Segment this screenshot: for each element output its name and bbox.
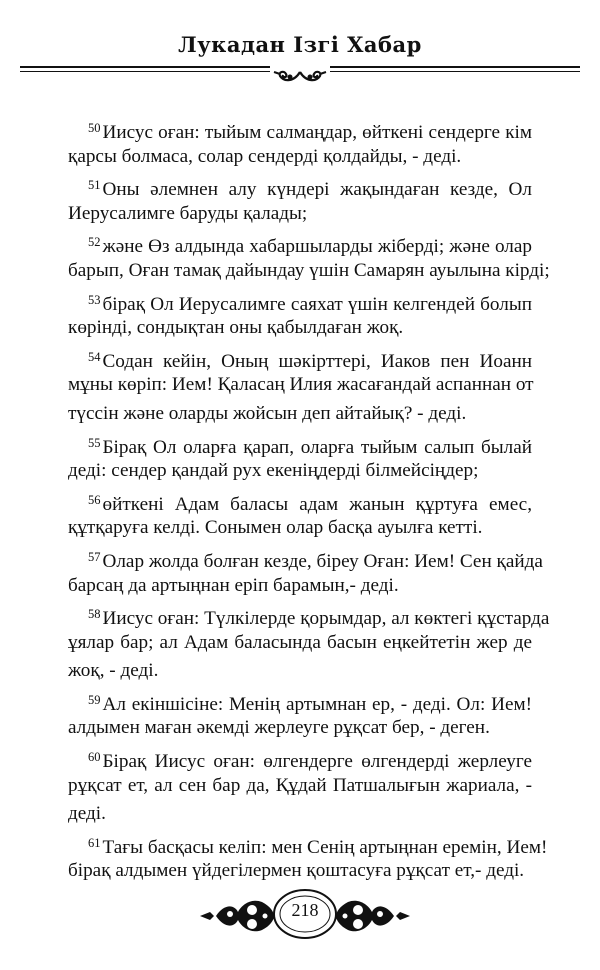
verse-number: 58 — [88, 607, 101, 622]
verse-line-text: қарсы болмаса, солар сендерді қолдайды, - деді. — [68, 145, 462, 167]
verse-number: 55 — [88, 435, 101, 450]
verse-line-text: өйткені Адам баласы адам жанын құртуға емес, — [102, 493, 532, 515]
verse-line-text: ұялар бар; ал Адам баласында басын еңкейтетін жер де — [68, 631, 532, 653]
verse-line — [68, 714, 532, 743]
verse-line-text: рұқсат ет, ал сен бар да, Құдай Патшалығын жариала, - — [68, 774, 532, 796]
verse-number: 56 — [88, 492, 101, 507]
verse-number: 51 — [88, 178, 101, 193]
verse-line — [68, 314, 532, 343]
verse-line-text: бірақ Ол Иерусалимге саяхат үшін келгендей болып — [102, 293, 532, 315]
verse-number: 60 — [88, 750, 101, 765]
verse-line-text: Иерусалимге баруды қалады; — [68, 202, 308, 224]
verse-line — [68, 114, 532, 143]
verse-line-text: көрінді, сондықтан оны қабылдаған жоқ. — [68, 317, 404, 339]
verse-line — [68, 228, 532, 257]
verse-number: 57 — [88, 549, 101, 564]
verse-line-text: Олар жолда болған кезде, біреу Оған: Ием! Сен қайда — [102, 550, 543, 572]
verse-line — [68, 572, 532, 601]
verse-line — [68, 343, 532, 372]
verse-line — [68, 143, 532, 172]
verse-line — [68, 400, 532, 429]
verse-line — [68, 514, 532, 543]
page-footer-ornament — [190, 878, 420, 948]
verse-line-text: Бірақ Иисус оған: өлгендерге өлгендерді жерлеуге — [102, 751, 532, 773]
verse-line-text: Оны әлемнен алу күндері жақындаған кезде, Ол — [102, 179, 532, 201]
header-ornament-icon — [270, 66, 330, 84]
verse-line-text: барсаң да артыңнан еріп барамын,- деді. — [68, 574, 399, 596]
verse-line-text: Содан кейін, Оның шәкірттері, Иаков пен Иоанн — [102, 350, 532, 372]
verse-line — [68, 800, 532, 829]
verse-number: 53 — [88, 292, 101, 307]
verse-line-text: бірақ алдымен үйдегілермен қоштасуға рұқсат ет,- деді. — [68, 860, 525, 882]
verse-line — [68, 829, 548, 858]
verse-line-text: Иисус оған: Түлкілерде қорымдар, ал көктегі құстарда — [102, 608, 550, 630]
verse-line — [68, 686, 532, 715]
verse-line-text: мұны көріп: Ием! Қаласаң Илия жасағандай аспаннан от — [68, 374, 534, 396]
verse-line — [68, 629, 532, 658]
verse-line-text: жоқ, - деді. — [68, 660, 159, 682]
verse-line-text: Ал екіншісіне: Менің артымнан ер, - деді. Ол: Ием! — [102, 693, 532, 715]
verse-line — [68, 600, 550, 630]
verse-line-text: деді. — [68, 803, 106, 825]
verse-line — [68, 657, 532, 686]
verse-line-text: құтқаруға келді. Сонымен олар басқа ауылға кетті. — [68, 517, 483, 539]
verse-number: 50 — [88, 121, 101, 135]
verse-number: 59 — [88, 692, 101, 707]
verse-line-text: Бірақ Ол оларға қарап, оларға тыйым салып былай — [102, 436, 532, 458]
verse-line — [68, 429, 532, 458]
verse-line — [68, 371, 532, 400]
verse-line — [68, 257, 550, 286]
verse-line-text: алдымен маған әкемді жерлеуге рұқсат бер, - деген. — [68, 717, 490, 739]
verse-line — [68, 200, 532, 229]
verse-line — [68, 743, 532, 772]
verse-number: 54 — [88, 349, 101, 364]
verse-line — [68, 486, 532, 515]
verse-line-text: Тағы басқасы келіп: мен Сенің артыңнан еремін, Ием! — [102, 836, 548, 858]
verse-line — [68, 286, 532, 315]
verse-line — [68, 543, 543, 572]
verse-line — [68, 772, 532, 801]
verse-line — [68, 171, 532, 200]
verse-line-text: деді: сендер қандай рух екеніңдерді білмейсіңдер; — [68, 460, 479, 482]
verse-line-text: барып, Оған тамақ дайындау үшін Самарян ауылына кірді; — [68, 259, 550, 281]
verse-line — [68, 457, 532, 486]
running-header-title: Лукадан Ізгі Хабар — [178, 32, 422, 57]
verse-number: 61 — [88, 835, 101, 850]
verse-text-body — [68, 114, 550, 886]
verse-number: 52 — [88, 235, 101, 250]
verse-line-text: Иисус оған: тыйым салмаңдар, өйткені сендерге кім — [102, 122, 532, 143]
page-number: 218 — [291, 900, 319, 920]
verse-line-text: түссін және оларды жойсын деп айтайық? - деді. — [68, 402, 467, 424]
verse-line-text: және Өз алдында хабаршыларды жіберді; және олар — [102, 236, 532, 258]
